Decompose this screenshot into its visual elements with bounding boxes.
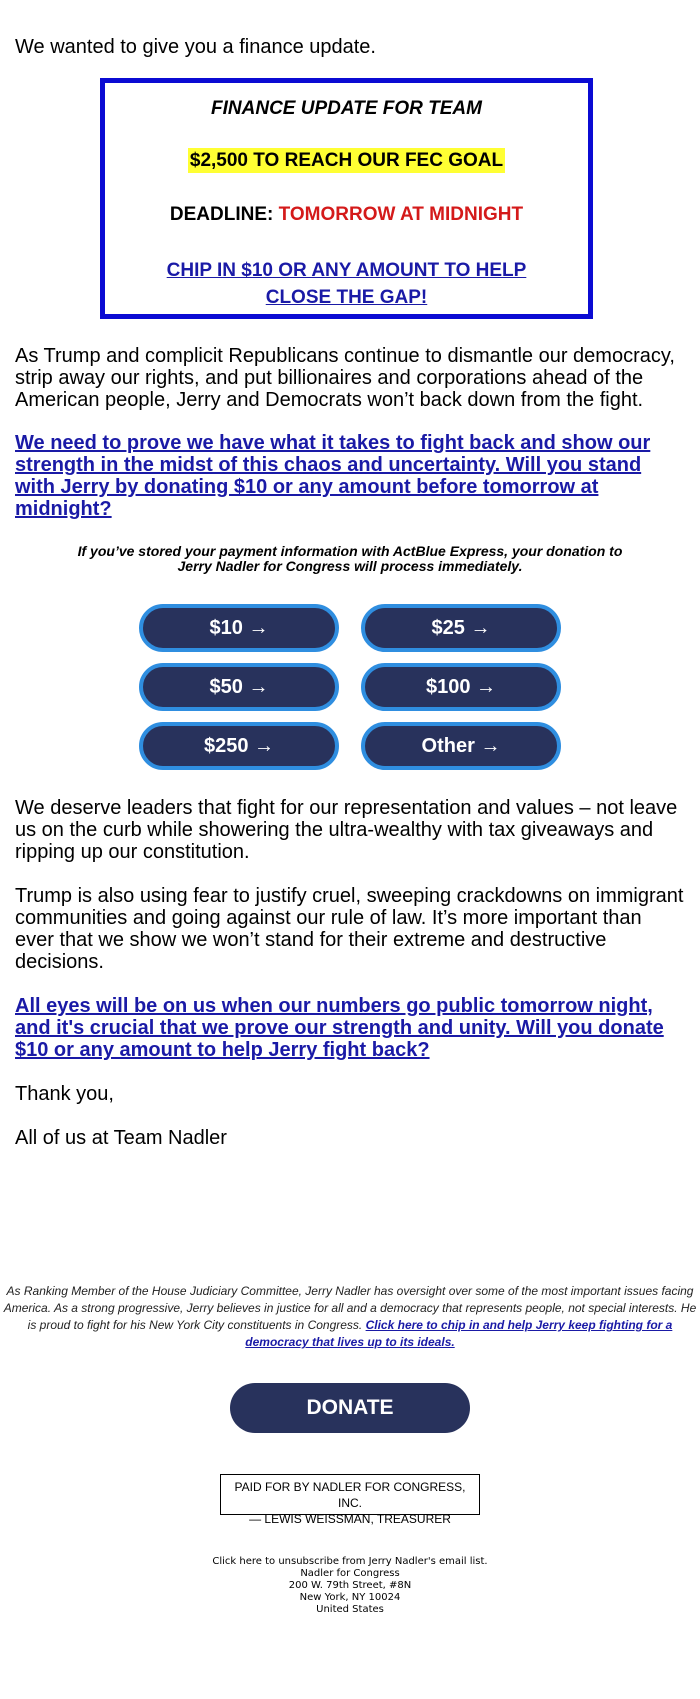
paid-for-disclaimer	[220, 1474, 480, 1526]
donate-button[interactable]: DONATE	[230, 1383, 470, 1433]
donate-100-button[interactable]: $100 →	[361, 663, 561, 711]
deadline-value: TOMORROW AT MIDNIGHT	[278, 204, 524, 225]
paragraph-democracy: As Trump and complicit Republicans continue to dismantle our democracy, strip away our rights, and put billionaires and corporations ahead of the American people, Jerry and Democrats won’t back down from the fight.	[15, 345, 675, 411]
donate-250-button[interactable]: $250 →	[139, 722, 339, 770]
donate-link-prove-strength[interactable]: We need to prove we have what it takes to fight back and show our strength in the midst of this chaos and uncertainty. Will you stand with Jerry by donating $10 or any amount before tomorrow at midnight?	[15, 432, 651, 520]
donate-50-button[interactable]: $50 →	[139, 663, 339, 711]
paragraph-crackdowns: Trump is also using fear to justify cruel, sweeping crackdowns on immigrant communities and going against our rule of law. It’s more important than ever that we show we won’t stand for their extreme and destructive decisions.	[15, 885, 684, 973]
fec-goal-highlight: $2,500 TO REACH OUR FEC GOAL	[189, 150, 504, 171]
thanks-text: Thank you,	[15, 1083, 114, 1105]
intro-text: We wanted to give you a finance update.	[15, 36, 376, 58]
donate-25-button[interactable]: $25 →	[361, 604, 561, 652]
address-street: 200 W. 79th Street, #8N	[288, 1580, 412, 1591]
address-org: Nadler for Congress	[300, 1568, 400, 1579]
footer-address	[0, 1556, 700, 1616]
deadline-label: DEADLINE:	[169, 204, 279, 225]
address-city: New York, NY 10024	[299, 1592, 401, 1603]
paid-for-line-1: PAID FOR BY NADLER FOR CONGRESS, INC.	[234, 1480, 466, 1510]
donate-other-button[interactable]: Other →	[361, 722, 561, 770]
address-country: United States	[316, 1604, 384, 1615]
actblue-express-note: If you’ve stored your payment information with ActBlue Express, your donation to Jerry Nadler for Congress will process immediately.	[77, 543, 623, 574]
chip-in-link[interactable]: CHIP IN $10 OR ANY AMOUNT TO HELP CLOSE THE GAP!	[166, 260, 527, 308]
fec-goal-text	[105, 150, 588, 172]
unsubscribe-link[interactable]: Click here to unsubscribe from Jerry Nadler's email list.	[212, 1556, 488, 1567]
finance-update-box	[100, 78, 593, 319]
footer-chip-in-link[interactable]: Click here to chip in and help Jerry keep fighting for a democracy that lives up to its ideals.	[245, 1318, 673, 1349]
donate-link-all-eyes[interactable]: All eyes will be on us when our numbers go public tomorrow night, and it's crucial that we prove our strength and unity. Will you donate $10 or any amount to help Jerry fight back?	[15, 995, 664, 1061]
footer-bio	[0, 1283, 700, 1351]
donate-10-button[interactable]: $10 →	[139, 604, 339, 652]
finance-update-title: FINANCE UPDATE FOR TEAM	[211, 98, 482, 119]
deadline-text	[105, 204, 588, 226]
signoff-text: All of us at Team Nadler	[15, 1127, 227, 1149]
paragraph-leaders: We deserve leaders that fight for our representation and values – not leave us on the curb while showering the ultra-wealthy with tax giveaways and ripping up our constitution.	[15, 797, 678, 863]
paid-for-line-2: — LEWIS WEISSMAN, TREASURER	[249, 1512, 451, 1526]
footer-bio-text: As Ranking Member of the House Judiciary Committee, Jerry Nadler has oversight over some of the most important issues facing America. As a strong progressive, Jerry believes in justice for all and a democracy that represents people, not special interests. He is proud to fight for his New York City constituents in Congress.	[3, 1284, 697, 1332]
